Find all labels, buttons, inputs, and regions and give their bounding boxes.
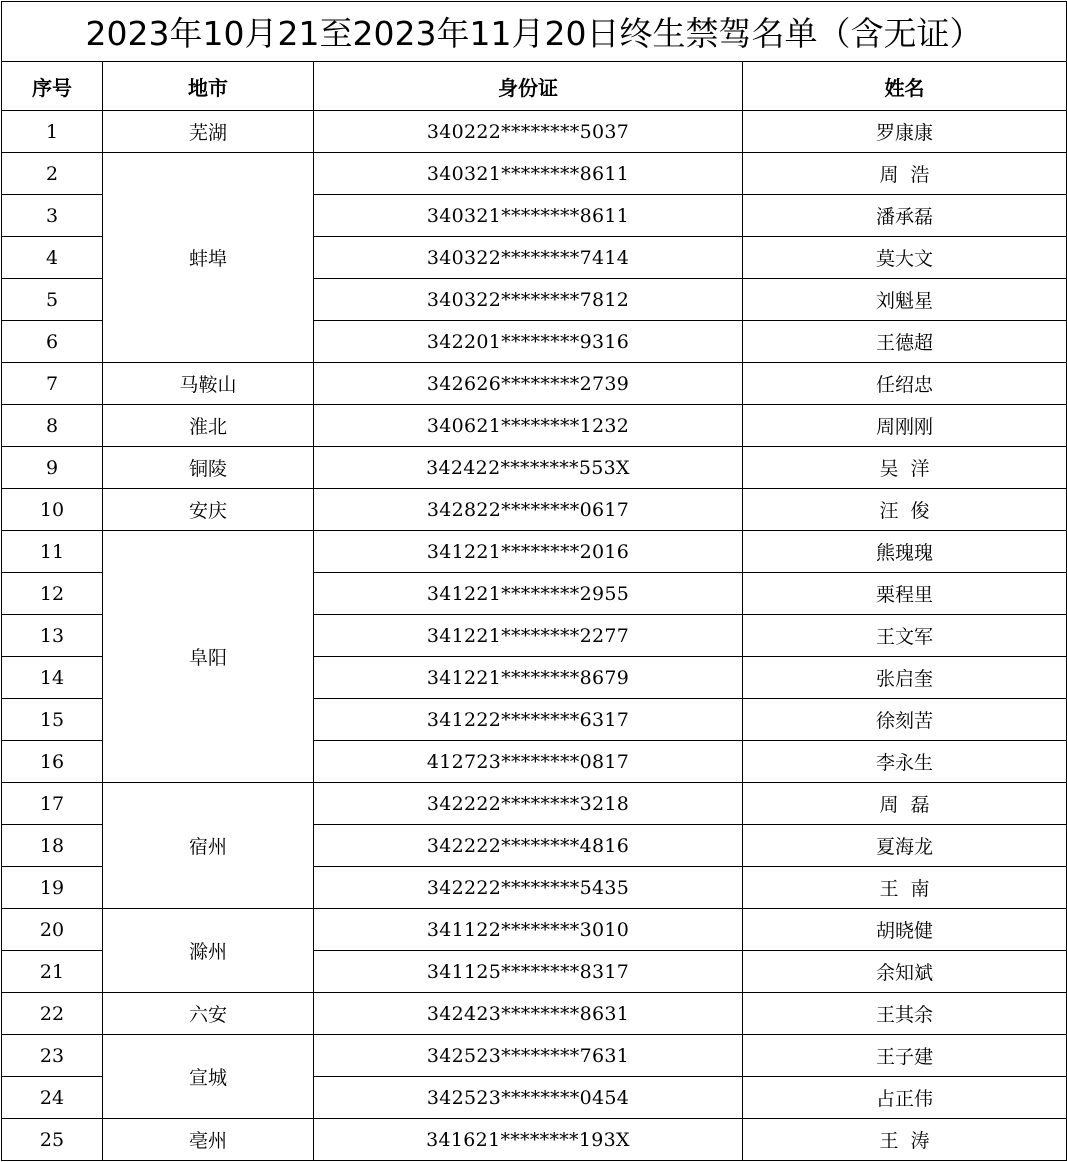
row-id-card: 412723********0817 xyxy=(314,741,743,783)
row-city: 阜阳 xyxy=(103,531,314,783)
row-id-card: 341122********3010 xyxy=(314,909,743,951)
row-id-card: 342626********2739 xyxy=(314,363,743,405)
row-city: 亳州 xyxy=(103,1119,314,1161)
row-index: 22 xyxy=(2,993,103,1035)
row-name: 刘魁星 xyxy=(743,279,1067,321)
row-name: 吴 洋 xyxy=(743,447,1067,489)
row-name: 汪 俊 xyxy=(743,489,1067,531)
title-row xyxy=(2,2,1067,62)
row-city: 芜湖 xyxy=(103,111,314,153)
row-index: 4 xyxy=(2,237,103,279)
row-index: 15 xyxy=(2,699,103,741)
row-id-card: 341222********6317 xyxy=(314,699,743,741)
row-index: 13 xyxy=(2,615,103,657)
row-index: 14 xyxy=(2,657,103,699)
row-index: 23 xyxy=(2,1035,103,1077)
header-index: 序号 xyxy=(2,62,103,111)
table-row xyxy=(2,909,1067,951)
row-city: 蚌埠 xyxy=(103,153,314,363)
row-id-card: 342222********5435 xyxy=(314,867,743,909)
row-id-card: 342523********0454 xyxy=(314,1077,743,1119)
row-name: 莫大文 xyxy=(743,237,1067,279)
row-id-card: 340322********7414 xyxy=(314,237,743,279)
row-name: 周刚刚 xyxy=(743,405,1067,447)
row-index: 10 xyxy=(2,489,103,531)
row-id-card: 342523********7631 xyxy=(314,1035,743,1077)
row-index: 2 xyxy=(2,153,103,195)
row-index: 16 xyxy=(2,741,103,783)
table-row xyxy=(2,363,1067,405)
document-title: 2023年10月21至2023年11月20日终生禁驾名单（含无证） xyxy=(2,2,1067,62)
header-city: 地市 xyxy=(103,62,314,111)
table-row xyxy=(2,405,1067,447)
table-row xyxy=(2,1119,1067,1161)
row-index: 11 xyxy=(2,531,103,573)
row-name: 罗康康 xyxy=(743,111,1067,153)
row-id-card: 341221********2016 xyxy=(314,531,743,573)
row-name: 王 涛 xyxy=(743,1119,1067,1161)
row-id-card: 341221********8679 xyxy=(314,657,743,699)
row-id-card: 340621********1232 xyxy=(314,405,743,447)
row-name: 王子建 xyxy=(743,1035,1067,1077)
document-sheet xyxy=(0,1,1067,1162)
row-id-card: 342201********9316 xyxy=(314,321,743,363)
row-id-card: 341221********2955 xyxy=(314,573,743,615)
row-id-card: 341221********2277 xyxy=(314,615,743,657)
row-index: 6 xyxy=(2,321,103,363)
table-body xyxy=(2,111,1067,1161)
row-name: 占正伟 xyxy=(743,1077,1067,1119)
row-name: 熊瑰瑰 xyxy=(743,531,1067,573)
table-row xyxy=(2,783,1067,825)
ban-list-table xyxy=(1,1,1067,1161)
row-index: 17 xyxy=(2,783,103,825)
row-city: 马鞍山 xyxy=(103,363,314,405)
row-id-card: 340322********7812 xyxy=(314,279,743,321)
row-id-card: 340222********5037 xyxy=(314,111,743,153)
header-id-card: 身份证 xyxy=(314,62,743,111)
row-city: 安庆 xyxy=(103,489,314,531)
row-index: 12 xyxy=(2,573,103,615)
table-row xyxy=(2,447,1067,489)
row-index: 5 xyxy=(2,279,103,321)
row-name: 周 磊 xyxy=(743,783,1067,825)
row-id-card: 342222********3218 xyxy=(314,783,743,825)
row-index: 25 xyxy=(2,1119,103,1161)
row-index: 19 xyxy=(2,867,103,909)
row-id-card: 340321********8611 xyxy=(314,153,743,195)
table-row xyxy=(2,531,1067,573)
row-name: 栗程里 xyxy=(743,573,1067,615)
row-index: 18 xyxy=(2,825,103,867)
row-index: 24 xyxy=(2,1077,103,1119)
row-name: 夏海龙 xyxy=(743,825,1067,867)
row-city: 淮北 xyxy=(103,405,314,447)
row-name: 李永生 xyxy=(743,741,1067,783)
row-city: 滁州 xyxy=(103,909,314,993)
row-name: 张启奎 xyxy=(743,657,1067,699)
table-row xyxy=(2,489,1067,531)
row-name: 胡晓健 xyxy=(743,909,1067,951)
header-row xyxy=(2,62,1067,111)
row-name: 王文军 xyxy=(743,615,1067,657)
row-index: 3 xyxy=(2,195,103,237)
row-id-card: 342422********553X xyxy=(314,447,743,489)
table-row xyxy=(2,993,1067,1035)
row-index: 21 xyxy=(2,951,103,993)
row-id-card: 340321********8611 xyxy=(314,195,743,237)
row-city: 铜陵 xyxy=(103,447,314,489)
row-name: 王其余 xyxy=(743,993,1067,1035)
row-id-card: 341125********8317 xyxy=(314,951,743,993)
row-city: 六安 xyxy=(103,993,314,1035)
row-index: 7 xyxy=(2,363,103,405)
row-id-card: 342222********4816 xyxy=(314,825,743,867)
row-index: 1 xyxy=(2,111,103,153)
row-id-card: 342423********8631 xyxy=(314,993,743,1035)
row-id-card: 341621********193X xyxy=(314,1119,743,1161)
row-index: 20 xyxy=(2,909,103,951)
row-index: 8 xyxy=(2,405,103,447)
row-city: 宣城 xyxy=(103,1035,314,1119)
row-name: 王德超 xyxy=(743,321,1067,363)
table-row xyxy=(2,1035,1067,1077)
row-name: 徐刻苦 xyxy=(743,699,1067,741)
row-name: 余知斌 xyxy=(743,951,1067,993)
row-name: 王 南 xyxy=(743,867,1067,909)
table-row xyxy=(2,153,1067,195)
row-index: 9 xyxy=(2,447,103,489)
row-id-card: 342822********0617 xyxy=(314,489,743,531)
row-city: 宿州 xyxy=(103,783,314,909)
header-name: 姓名 xyxy=(743,62,1067,111)
row-name: 任绍忠 xyxy=(743,363,1067,405)
table-row xyxy=(2,111,1067,153)
row-name: 周 浩 xyxy=(743,153,1067,195)
row-name: 潘承磊 xyxy=(743,195,1067,237)
